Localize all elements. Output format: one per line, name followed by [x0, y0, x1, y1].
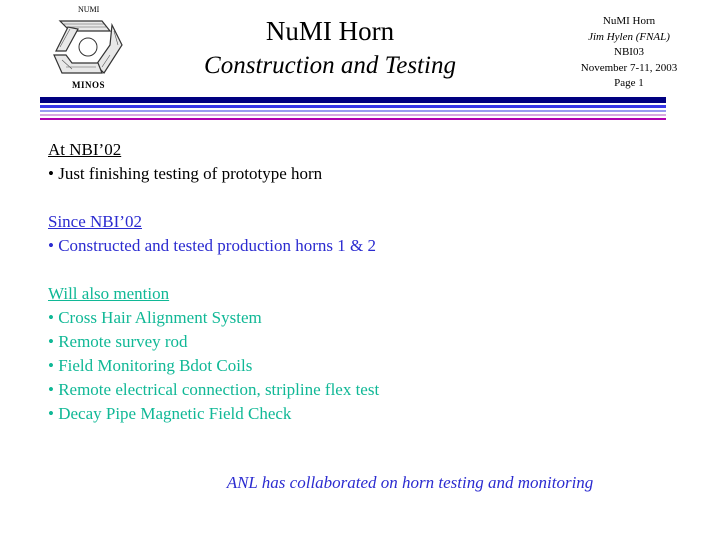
- slide-meta: [560, 14, 698, 92]
- section-at-nbi02: [48, 138, 322, 186]
- page-title: NuMI Horn: [265, 16, 395, 46]
- header-rule-4: [40, 114, 666, 116]
- list-item: • Constructed and tested production horns 1 & 2: [48, 236, 376, 255]
- list-item: • Cross Hair Alignment System: [48, 308, 262, 327]
- section-heading: Since NBI’02: [48, 212, 142, 231]
- minos-logo-icon: [52, 15, 124, 77]
- header-rule-2: [40, 105, 666, 108]
- meta-author: Jim Hylen (FNAL): [588, 30, 670, 43]
- meta-date: November 7-11, 2003: [580, 61, 678, 74]
- logo-bottom-text: MINOS: [72, 80, 106, 90]
- section-heading: At NBI’02: [48, 140, 122, 159]
- header-rule-5: [40, 118, 666, 120]
- header-rule-1: [40, 97, 666, 103]
- footer-note: ANL has collaborated on horn testing and monitoring: [226, 473, 594, 492]
- list-item: • Remote electrical connection, stripline flex test: [48, 380, 380, 399]
- section-heading: Will also mention: [48, 284, 170, 303]
- list-item: • Field Monitoring Bdot Coils: [48, 356, 253, 375]
- section-will-also-mention: [48, 282, 379, 426]
- header-rule-3: [40, 110, 666, 112]
- section-since-nbi02: [48, 210, 376, 258]
- logo-top-text: NUMI: [78, 5, 100, 14]
- page-subtitle: Construction and Testing: [204, 52, 456, 79]
- meta-page: Page 1: [614, 77, 644, 89]
- meta-conference: NBI03: [614, 46, 644, 58]
- list-item: • Just finishing testing of prototype horn: [48, 164, 323, 183]
- meta-project: NuMI Horn: [602, 15, 656, 27]
- list-item: • Remote survey rod: [48, 332, 188, 351]
- list-item: • Decay Pipe Magnetic Field Check: [48, 404, 292, 423]
